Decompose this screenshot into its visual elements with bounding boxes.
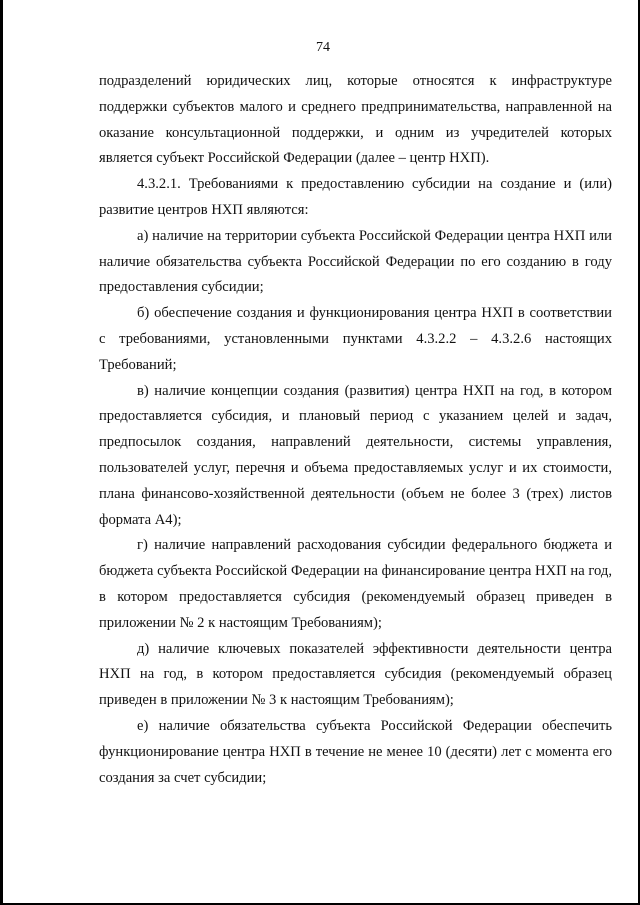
document-body — [99, 69, 612, 791]
paragraph-item-b: б) обеспечение создания и функционирования центра НХП в соответствии с требованиями, установленными пунктами 4.3.2.2 – 4.3.2.6 настоящих Требований; — [99, 305, 612, 373]
paragraph-item-d: д) наличие ключевых показателей эффективности деятельности центра НХП на год, в котором предоставляется субсидия (рекомендуемый образец приведен в приложении № 3 к настоящим Требованиям); — [99, 640, 612, 709]
paragraph-continuation: подразделений юридических лиц, которые относятся к инфраструктуре поддержки субъектов малого и среднего предпринимательства, направленной на оказание консультационной поддержки, и одним из учредителей которых является субъект Российской Федерации (далее – центр НХП). — [99, 73, 612, 167]
paragraph-item-e: е) наличие обязательства субъекта Российской Федерации обеспечить функционирование центра НХП в течение не менее 10 (десяти) лет с момента его создания за счет субсидии; — [99, 717, 612, 786]
paragraph-item-a: а) наличие на территории субъекта Российской Федерации центра НХП или наличие обязательства субъекта Российской Федерации по его созданию в году предоставления субсидии; — [99, 227, 612, 296]
paragraph-item-g: г) наличие направлений расходования субсидии федерального бюджета и бюджета субъекта Российской Федерации на финансирование центра НХП на год, в котором предоставляется субсидия (рекомендуемый образец приведен в приложении № 2 к настоящим Требованиям); — [99, 537, 612, 631]
paragraph-item-v: в) наличие концепции создания (развития) центра НХП на год, в котором предоставляется субсидия, и плановый период с указанием целей и задач, предпосылок создания, направлений деятельности, системы управления, пользователей услуг, перечня и объема предоставляемых услуг и их стоимости, плана финансово-хозяйственной деятельности (объем не более 3 (трех) листов формата А4); — [99, 382, 612, 528]
page-number: 74 — [316, 40, 330, 55]
paragraph-4-3-2-1: 4.3.2.1. Требованиями к предоставлению субсидии на создание и (или) развитие центров НХП являются: — [99, 176, 612, 218]
